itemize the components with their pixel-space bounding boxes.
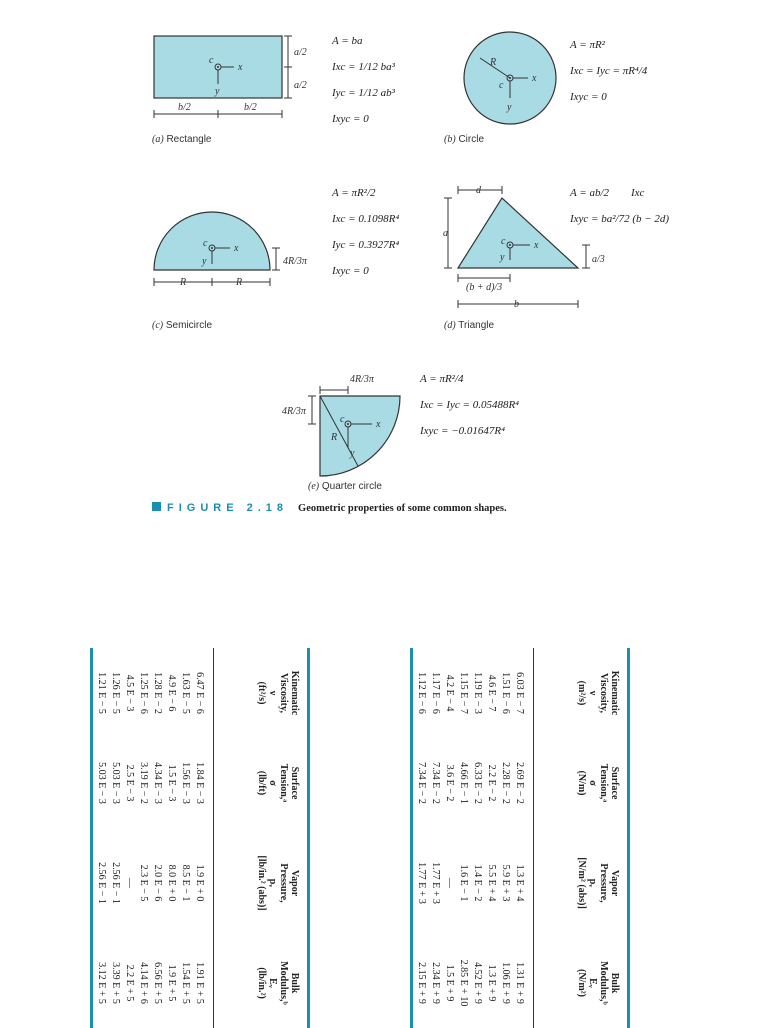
table-header-line: Modulus,ᵇ xyxy=(598,961,609,1005)
table-cell: 3.6 E − 2 xyxy=(444,764,455,802)
formula: Ixyc = ba²/72 (b − 2d) xyxy=(570,213,670,225)
semicircle-c-label: c xyxy=(203,238,208,249)
table-cell: 1.51 E − 6 xyxy=(500,672,511,714)
table-cell: 3.39 E + 5 xyxy=(110,962,121,1004)
table-cell: 4.2 E − 4 xyxy=(444,674,455,712)
table-cell: 6.47 E − 6 xyxy=(194,672,205,714)
rectangle-c-label: c xyxy=(209,55,214,66)
table-cell: 2.5 E − 3 xyxy=(124,764,135,802)
table-header xyxy=(576,838,620,928)
table-header-line: Vapor xyxy=(289,869,300,897)
table-header-line: [lb/in.² (abs)] xyxy=(256,855,267,911)
quarter-offset-x-label: 4R/3π xyxy=(350,374,374,385)
table-cell: 1.25 E − 6 xyxy=(138,672,149,714)
table-cell: 2.69 E − 2 xyxy=(514,762,525,804)
circle-c-label: c xyxy=(499,80,504,91)
table-cell: 1.4 E − 2 xyxy=(472,864,483,902)
formula: A = πR²/4 xyxy=(420,373,464,385)
semicircle-height-label: 4R/3π xyxy=(283,256,307,267)
table-cell: 2.85 E + 10 xyxy=(458,959,469,1007)
table-header-line: Viscosity, xyxy=(278,673,289,713)
formula: A = ba xyxy=(332,35,363,47)
table-cell: 5.03 E − 3 xyxy=(110,762,121,804)
table-bg-units xyxy=(90,648,310,1028)
table-cell: 6.33 E − 2 xyxy=(472,762,483,804)
table-cell: 1.28 E − 2 xyxy=(152,672,163,714)
table-cell: 2.34 E + 9 xyxy=(430,962,441,1004)
table-cell: 8.5 E − 1 xyxy=(180,864,191,902)
formula: Ixyc = 0 xyxy=(332,113,369,125)
table-cell: 7.34 E − 2 xyxy=(416,762,427,804)
circle-R-label: R xyxy=(490,57,497,68)
table-cell: 1.12 E − 6 xyxy=(416,672,427,714)
triangle-a-third-label: a/3 xyxy=(592,254,605,265)
figure-label: FIGURE 2.18 xyxy=(167,502,289,514)
quarter-x-label: x xyxy=(376,419,381,430)
table-cell: 2.28 E − 2 xyxy=(500,762,511,804)
table-header-line: Kinematic xyxy=(289,670,300,716)
rectangle-y-label: y xyxy=(215,86,220,97)
table-cell: 1.6 E − 1 xyxy=(458,864,469,902)
table-cell: 4.5 E − 3 xyxy=(124,674,135,712)
table-cell: 1.5 E + 9 xyxy=(444,964,455,1002)
table-header-line: Kinematic xyxy=(609,670,620,716)
formula: Ixc = Iyc = πR⁴/4 xyxy=(570,65,648,77)
semicircle-R-right: R xyxy=(236,277,243,288)
figure-marker xyxy=(152,502,161,511)
formula: Ixc = 1/12 ba³ xyxy=(332,61,395,73)
circle-formulas xyxy=(570,32,647,110)
table-header xyxy=(576,938,620,1028)
rectangle-diagram xyxy=(148,28,308,128)
table-header xyxy=(576,738,620,828)
triangle-d-label: d xyxy=(476,185,481,196)
semicircle-x-label: x xyxy=(234,243,239,254)
table-header-line: (N/m) xyxy=(576,770,587,796)
triangle-extra-label: Ixc xyxy=(631,187,645,199)
table-header-line: (lb/ft) xyxy=(256,770,267,796)
circle-caption: (b) Circle xyxy=(444,134,485,145)
table-header-line: Bulk xyxy=(289,972,300,994)
quarter-circle-caption: (e) Quarter circle xyxy=(308,481,382,492)
triangle-formulas xyxy=(570,180,669,232)
table-cell: 1.26 E − 5 xyxy=(110,672,121,714)
table-cell: 2.56 E − 1 xyxy=(110,862,121,904)
table-cell: 1.9 E + 0 xyxy=(194,864,205,902)
semicircle-R-left: R xyxy=(180,277,187,288)
triangle-b-label: b xyxy=(514,299,519,310)
semicircle-diagram xyxy=(148,206,318,296)
table-header-line: Tension,ᵃ xyxy=(598,763,609,803)
rectangle-caption: (a) Rectangle xyxy=(152,134,212,145)
table-cell: 2.3 E − 5 xyxy=(138,864,149,902)
formula: A = πR² xyxy=(570,39,605,51)
table-cell: 2.2 E + 5 xyxy=(124,964,135,1002)
table-header-line: Modulus,ᵇ xyxy=(278,961,289,1005)
quarter-circle-formulas xyxy=(420,366,519,444)
table-cell: 1.63 E − 5 xyxy=(180,672,191,714)
formula: Ixyc = −0.01647R⁴ xyxy=(420,425,505,437)
rectangle-half-b-right: b/2 xyxy=(244,102,257,113)
table-header-line: (N/m²) xyxy=(576,969,587,997)
quarter-c-label: c xyxy=(340,414,345,425)
circle-diagram xyxy=(458,28,568,128)
triangle-a-label: a xyxy=(443,228,448,239)
table-header-line: Surface xyxy=(289,766,300,800)
quarter-R-label: R xyxy=(331,432,338,443)
table-header-line: ν xyxy=(587,690,598,696)
table-header-line: Viscosity, xyxy=(598,673,609,713)
table-cell: 6.56 E + 5 xyxy=(152,962,163,1004)
semicircle-caption: (c) Semicircle xyxy=(152,320,213,331)
table-cell: 1.17 E − 6 xyxy=(430,672,441,714)
table-cell: 1.77 E + 3 xyxy=(430,862,441,904)
table-cell: 1.3 E + 4 xyxy=(514,864,525,902)
table-cell: 1.21 E − 5 xyxy=(96,672,107,714)
circle-x-label: x xyxy=(532,73,537,84)
table-header-line: pᵥ xyxy=(267,878,278,888)
formula: Ixc = 0.1098R⁴ xyxy=(332,213,400,225)
rectangle-half-b-left: b/2 xyxy=(178,102,191,113)
triangle-c-label: c xyxy=(501,236,506,247)
formula: A = ab/2 Ixc xyxy=(570,187,645,199)
table-cell: 1.84 E − 3 xyxy=(194,762,205,804)
table-cell: 1.06 E + 9 xyxy=(500,962,511,1004)
table-header-line: (m²/s) xyxy=(576,680,587,706)
table-header-line: (ft²/s) xyxy=(256,681,267,705)
circle-y-label: y xyxy=(507,102,512,113)
table-header xyxy=(576,648,620,738)
semicircle-y-label: y xyxy=(202,256,207,267)
table-cell: 1.31 E + 9 xyxy=(514,962,525,1004)
table-cell: — xyxy=(444,878,455,888)
rectangle-half-a-bottom: a/2 xyxy=(294,80,307,91)
table-cell: 4.9 E − 6 xyxy=(166,674,177,712)
table-cell: 3.12 E + 5 xyxy=(96,962,107,1004)
table-header xyxy=(256,838,300,928)
triangle-caption: (d) Triangle xyxy=(444,320,495,331)
table-si-units xyxy=(410,648,630,1028)
table-cell: 2.0 E − 6 xyxy=(152,864,163,902)
quarter-circle-diagram xyxy=(280,370,420,480)
formula: Iyc = 0.3927R⁴ xyxy=(332,239,400,251)
table-cell: 6.03 E − 7 xyxy=(514,672,525,714)
table-cell: 7.34 E − 2 xyxy=(430,762,441,804)
quarter-y-label: y xyxy=(350,448,355,459)
formula: Ixyc = 0 xyxy=(570,91,607,103)
table-cell: 4.6 E − 7 xyxy=(486,674,497,712)
table-cell: 1.91 E + 5 xyxy=(194,962,205,1004)
table-cell: 1.9 E + 5 xyxy=(166,964,177,1002)
table-cell: 1.77 E + 3 xyxy=(416,862,427,904)
table-header-line: Eᵥ xyxy=(267,978,278,988)
table-cell: 1.3 E + 9 xyxy=(486,964,497,1002)
figure-title: Geometric properties of some common shapes. xyxy=(298,503,507,514)
table-header xyxy=(256,648,300,738)
table-header-line: Bulk xyxy=(609,972,620,994)
rectangle-half-a-top: a/2 xyxy=(294,47,307,58)
table-cell: 2.15 E + 9 xyxy=(416,962,427,1004)
table-cell: 2.56 E − 1 xyxy=(96,862,107,904)
table-cell: 8.0 E + 0 xyxy=(166,864,177,902)
table-cell: 1.19 E − 3 xyxy=(472,672,483,714)
rectangle-formulas xyxy=(332,28,395,132)
triangle-y-label: y xyxy=(500,252,505,263)
quarter-offset-y-label: 4R/3π xyxy=(282,406,306,417)
formula: A = πR²/2 xyxy=(332,187,376,199)
table-header-line: [N/m² (abs)] xyxy=(576,857,587,909)
table-cell: 1.54 E + 5 xyxy=(180,962,191,1004)
table-cell: 4.34 E − 3 xyxy=(152,762,163,804)
rectangle-x-label: x xyxy=(238,62,243,73)
table-header-line: (lb/in.²) xyxy=(256,967,267,999)
table-header-line: pᵥ xyxy=(587,878,598,888)
table-header-line: σ xyxy=(587,780,598,786)
table-cell: 5.9 E + 3 xyxy=(500,864,511,902)
table-cell: 5.5 E + 4 xyxy=(486,864,497,902)
table-cell: 2.2 E − 2 xyxy=(486,764,497,802)
triangle-x-label: x xyxy=(534,240,539,251)
table-cell: 5.03 E − 3 xyxy=(96,762,107,804)
table-cell: 1.56 E − 3 xyxy=(180,762,191,804)
table-cell: 4.14 E + 6 xyxy=(138,962,149,1004)
table-header-line: Vapor xyxy=(609,869,620,897)
table-header-line: Surface xyxy=(609,766,620,800)
table-header-line: Tension,ᵃ xyxy=(278,763,289,803)
table-header-line: σ xyxy=(267,780,278,786)
table-header xyxy=(256,738,300,828)
triangle-shape xyxy=(458,198,578,268)
table-cell: 1.15 E − 7 xyxy=(458,672,469,714)
table-cell: — xyxy=(124,878,135,888)
table-header-line: Eᵥ xyxy=(587,978,598,988)
table-cell: 1.5 E − 3 xyxy=(166,764,177,802)
semicircle-formulas xyxy=(332,180,399,284)
table-header-line: Pressure, xyxy=(278,863,289,903)
figure-caption xyxy=(152,498,507,516)
table-cell: 4.52 E + 9 xyxy=(472,962,483,1004)
table-cell: 3.19 E − 2 xyxy=(138,762,149,804)
formula: Iyc = 1/12 ab³ xyxy=(332,87,395,99)
triangle-bd-third-label: (b + d)/3 xyxy=(466,282,503,293)
table-header xyxy=(256,938,300,1028)
table-header-line: ν xyxy=(267,690,278,696)
formula: Ixc = Iyc = 0.05488R⁴ xyxy=(420,399,519,411)
table-header-line: Pressure, xyxy=(598,863,609,903)
formula: Ixyc = 0 xyxy=(332,265,369,277)
table-cell: 4.66 E − 1 xyxy=(458,762,469,804)
